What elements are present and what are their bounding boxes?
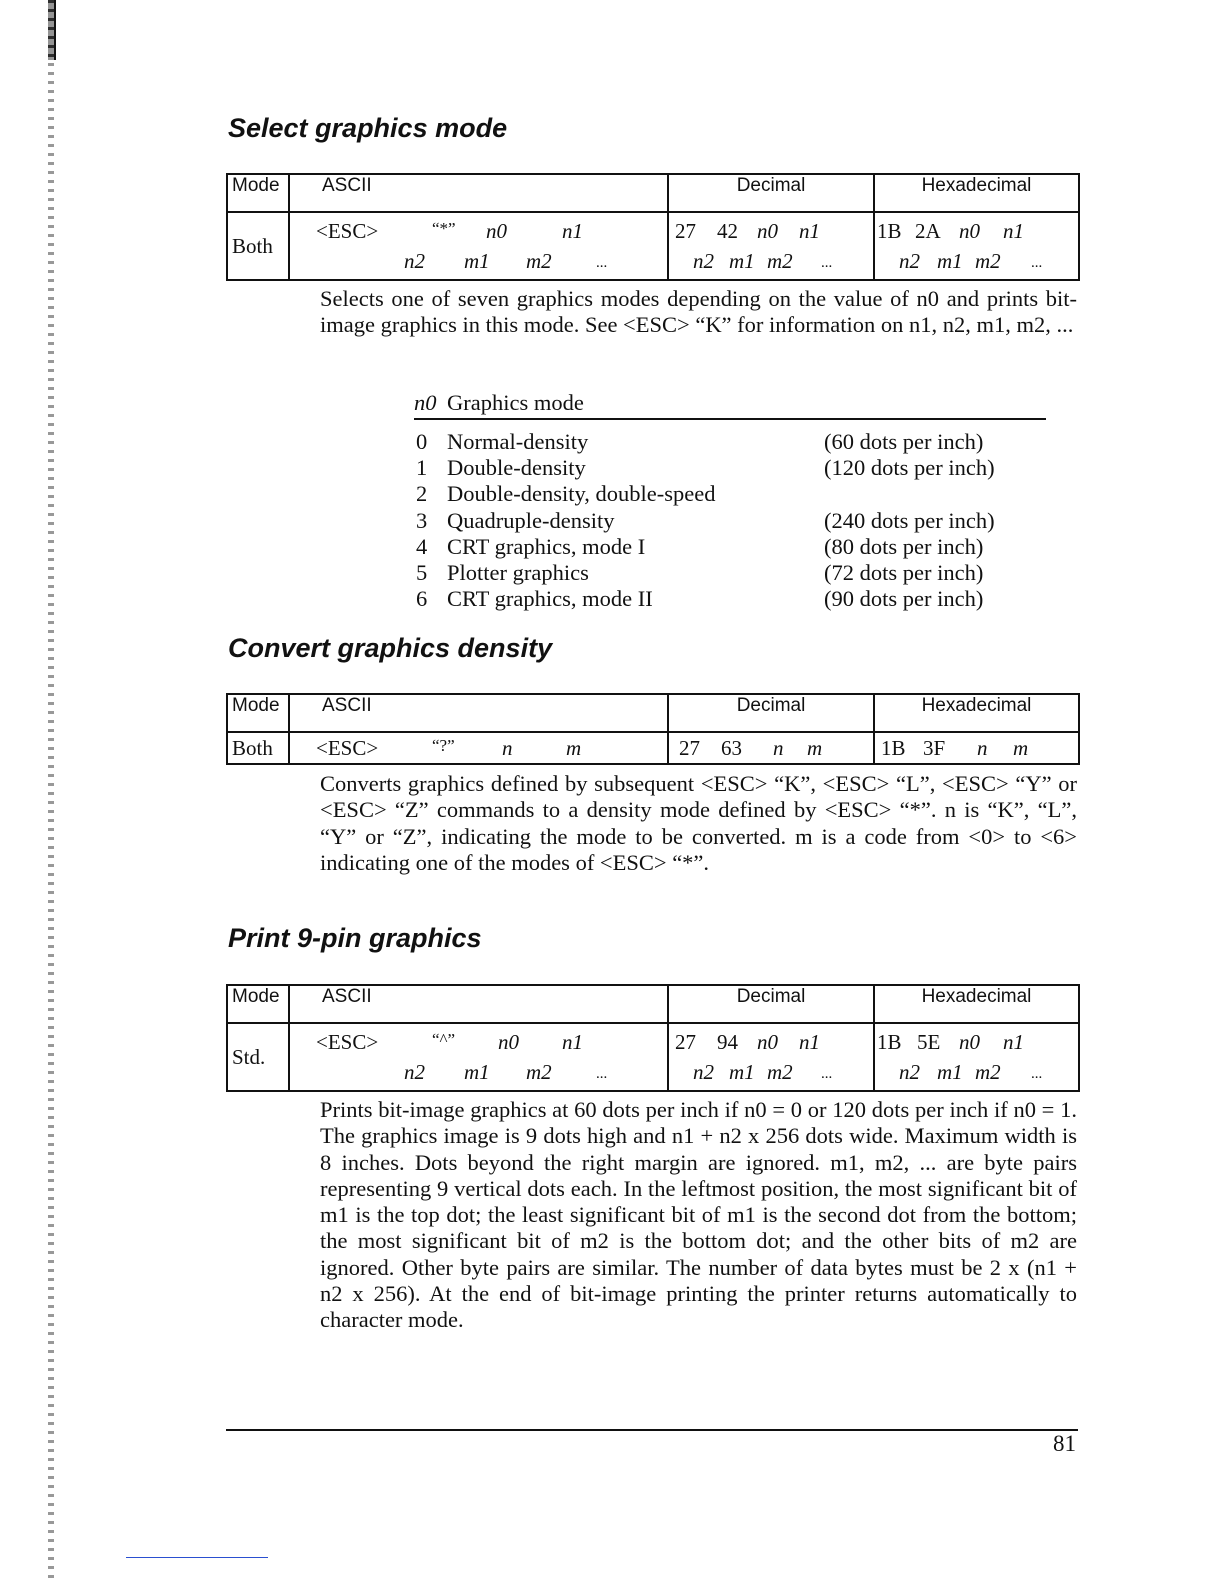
ascii-sequence: <ESC> “?” n m [289,732,668,764]
graphics-mode-row: 1 Double-density (120 dots per inch) [416,455,995,481]
header-ascii: ASCII [289,174,668,212]
section-title-print-9-pin-graphics: Print 9-pin graphics [228,923,482,953]
mode-value: Both [227,732,289,764]
header-mode: Mode [227,985,289,1023]
graphics-mode-row: 3 Quadruple-density (240 dots per inch) [416,507,995,533]
description-convert-graphics-density: Converts graphics defined by subsequent <ESC> “K”, <ESC> “L”, <ESC> “Y” or <ESC> “Z” commands to a density mode defined by <ESC> “*”. n is “K”, “L”, “Y” or “Z”, indicating the mode to be converted. m is a code from <0> to <6> indicating one of the modes of <ESC> “*”. [320,771,1077,875]
mode-value: Both [227,212,289,280]
header-ascii: ASCII [289,694,668,732]
decimal-sequence: 27 63 n m [668,732,874,764]
page-number: 81 [1053,1431,1076,1456]
header-decimal: Decimal [668,985,874,1023]
scan-artifact-line [126,1557,268,1558]
graphics-mode-row: 2 Double-density, double-speed [416,481,716,507]
command-table-print-9-pin-graphics [226,984,1080,1092]
footer-rule [226,1429,1078,1431]
section-title-select-graphics-mode: Select graphics mode [228,113,508,143]
hex-sequence: 1B 2A n0 n1 n2 m1 m2 ... [874,212,1079,280]
section-title-convert-graphics-density: Convert graphics density [228,633,553,663]
decimal-sequence: 27 94 n0 n1 n2 m1 m2 ... [668,1023,874,1091]
binding-edge [48,0,54,1584]
hex-sequence: 1B 3F n m [874,732,1079,764]
graphics-mode-row: 0 Normal-density (60 dots per inch) [416,429,984,454]
header-mode: Mode [227,694,289,732]
header-decimal: Decimal [668,694,874,732]
header-ascii: ASCII [289,985,668,1023]
graphics-mode-row: 4 CRT graphics, mode I (80 dots per inch) [416,533,984,559]
header-hexadecimal: Hexadecimal [874,985,1079,1023]
command-table-convert-graphics-density [226,693,1080,765]
decimal-sequence: 27 42 n0 n1 n2 m1 m2 ... [668,212,874,280]
graphics-mode-list [414,390,1046,612]
description-print-9-pin-graphics: Prints bit-image graphics at 60 dots per inch if n0 = 0 or 120 dots per inch if n0 = 1. The graphics image is 9 dots high and n1 + n2 x 256 dots wide. Maximum width is 8 inches. Dots beyond the right margin are ignored. m1, m2, ... are byte pairs representing 9 vertical dots each. In the leftmost position, the most significant bit of m1 is the top dot; the least significant bit of m1 is the second dot from the bottom; the most significant bit of m2 is the bottom dot; and the other bits of m2 are ignored. Other byte pairs are similar. The number of data bytes must be 2 x (n1 + n2 x 256). At the end of bit-image printing the printer returns automatically to character mode. [320,1097,1077,1333]
hex-sequence: 1B 5E n0 n1 n2 m1 m2 ... [874,1023,1079,1091]
ascii-sequence: <ESC> “^” n0 n1 n2 m1 m2 ... [289,1023,668,1091]
ascii-sequence: <ESC> “*” n0 n1 n2 m1 m2 ... [289,212,668,280]
graphics-mode-list-header: n0 Graphics mode [414,390,1046,420]
graphics-mode-row: 5 Plotter graphics (72 dots per inch) [416,559,984,585]
header-decimal: Decimal [668,174,874,212]
header-hexadecimal: Hexadecimal [874,694,1079,732]
mode-value: Std. [227,1023,289,1091]
graphics-mode-row: 6 CRT graphics, mode II (90 dots per inch) [416,586,984,612]
header-hexadecimal: Hexadecimal [874,174,1079,212]
description-select-graphics-mode: Selects one of seven graphics modes depending on the value of n0 and prints bit-image graphics in this mode. See <ESC> “K” for information on n1, n2, m1, m2, ... [320,286,1077,338]
header-mode: Mode [227,174,289,212]
command-table-select-graphics-mode [226,173,1080,281]
